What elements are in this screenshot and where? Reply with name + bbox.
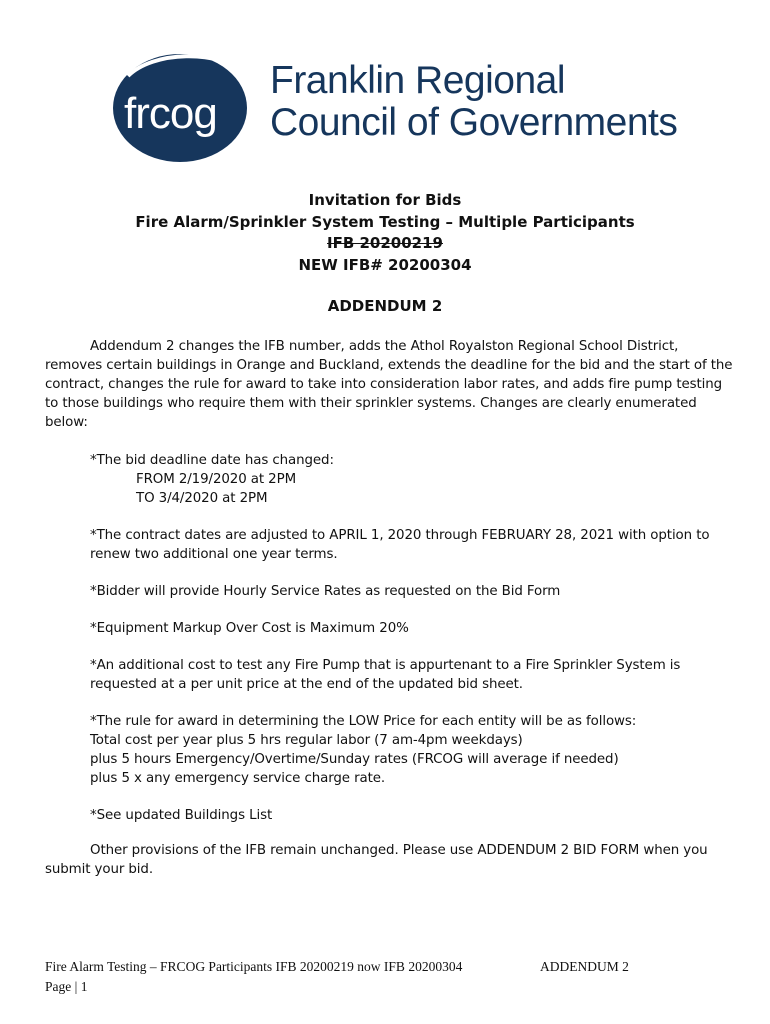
deadline-from: FROM 2/19/2020 at 2PM <box>136 472 297 487</box>
changes-list <box>90 451 740 843</box>
footer-right-text: ADDENDUM 2 <box>540 959 629 974</box>
new-ifb-number: NEW IFB# 20200304 <box>298 255 472 274</box>
footer-left-text: Fire Alarm Testing – FRCOG Participants IFB 20200219 now IFB 20200304 <box>45 959 463 974</box>
award-rule-line4: plus 5 x any emergency service charge rate. <box>90 771 386 786</box>
buildings-change: *See updated Buildings List <box>90 808 273 823</box>
fire-pump-change: *An additional cost to test any Fire Pump that is appurtenant to a Fire Sprinkler System is requested at a per unit price at the end of the updated bid sheet. <box>90 658 681 692</box>
deadline-title: *The bid deadline date has changed: <box>90 453 334 468</box>
award-rule-line2: Total cost per year plus 5 hrs regular labor (7 am-4pm weekdays) <box>90 733 523 748</box>
frcog-logo-mark <box>108 46 256 166</box>
closing-paragraph: Other provisions of the IFB remain unchanged. Please use ADDENDUM 2 BID FORM when you submit your bid. <box>45 843 708 877</box>
intro-paragraph: Addendum 2 changes the IFB number, adds the Athol Royalston Regional School District, removes certain buildings in Orange and Buckland, extends the deadline for the bid and the start of the contract, changes the rule for award to take into consideration labor rates, and adds fire pump testing to those buildings who require them with their sprinkler systems. Changes are clearly enumerated below: <box>45 339 733 430</box>
award-rule-change <box>90 712 740 788</box>
frcog-logo <box>108 46 678 166</box>
addendum-title: ADDENDUM 2 <box>327 297 443 315</box>
header-title: Invitation for Bids <box>308 191 462 209</box>
organization-name <box>270 60 677 144</box>
header-subtitle: Fire Alarm/Sprinkler System Testing – Multiple Participants <box>135 212 635 231</box>
markup-change: *Equipment Markup Over Cost is Maximum 20% <box>90 621 409 636</box>
logo-mark-text: frcog <box>124 89 217 138</box>
organization-name-line2: Council of Governments <box>270 101 678 144</box>
deadline-change <box>90 451 740 508</box>
award-rule-line1: *The rule for award in determining the LOW Price for each entity will be as follows: <box>90 714 637 729</box>
page-footer <box>45 957 685 997</box>
old-ifb-number: IFB 20200219 <box>327 234 443 252</box>
contract-dates-change: *The contract dates are adjusted to APRIL 1, 2020 through FEBRUARY 28, 2021 with option to renew two additional one year terms. <box>90 528 710 562</box>
hourly-rates-change: *Bidder will provide Hourly Service Rates as requested on the Bid Form <box>90 584 561 599</box>
award-rule-line3: plus 5 hours Emergency/Overtime/Sunday rates (FRCOG will average if needed) <box>90 752 619 767</box>
deadline-to: TO 3/4/2020 at 2PM <box>136 491 268 506</box>
organization-name-line1: Franklin Regional <box>270 59 565 102</box>
page-number: Page | 1 <box>45 979 88 994</box>
document-header <box>0 190 770 276</box>
